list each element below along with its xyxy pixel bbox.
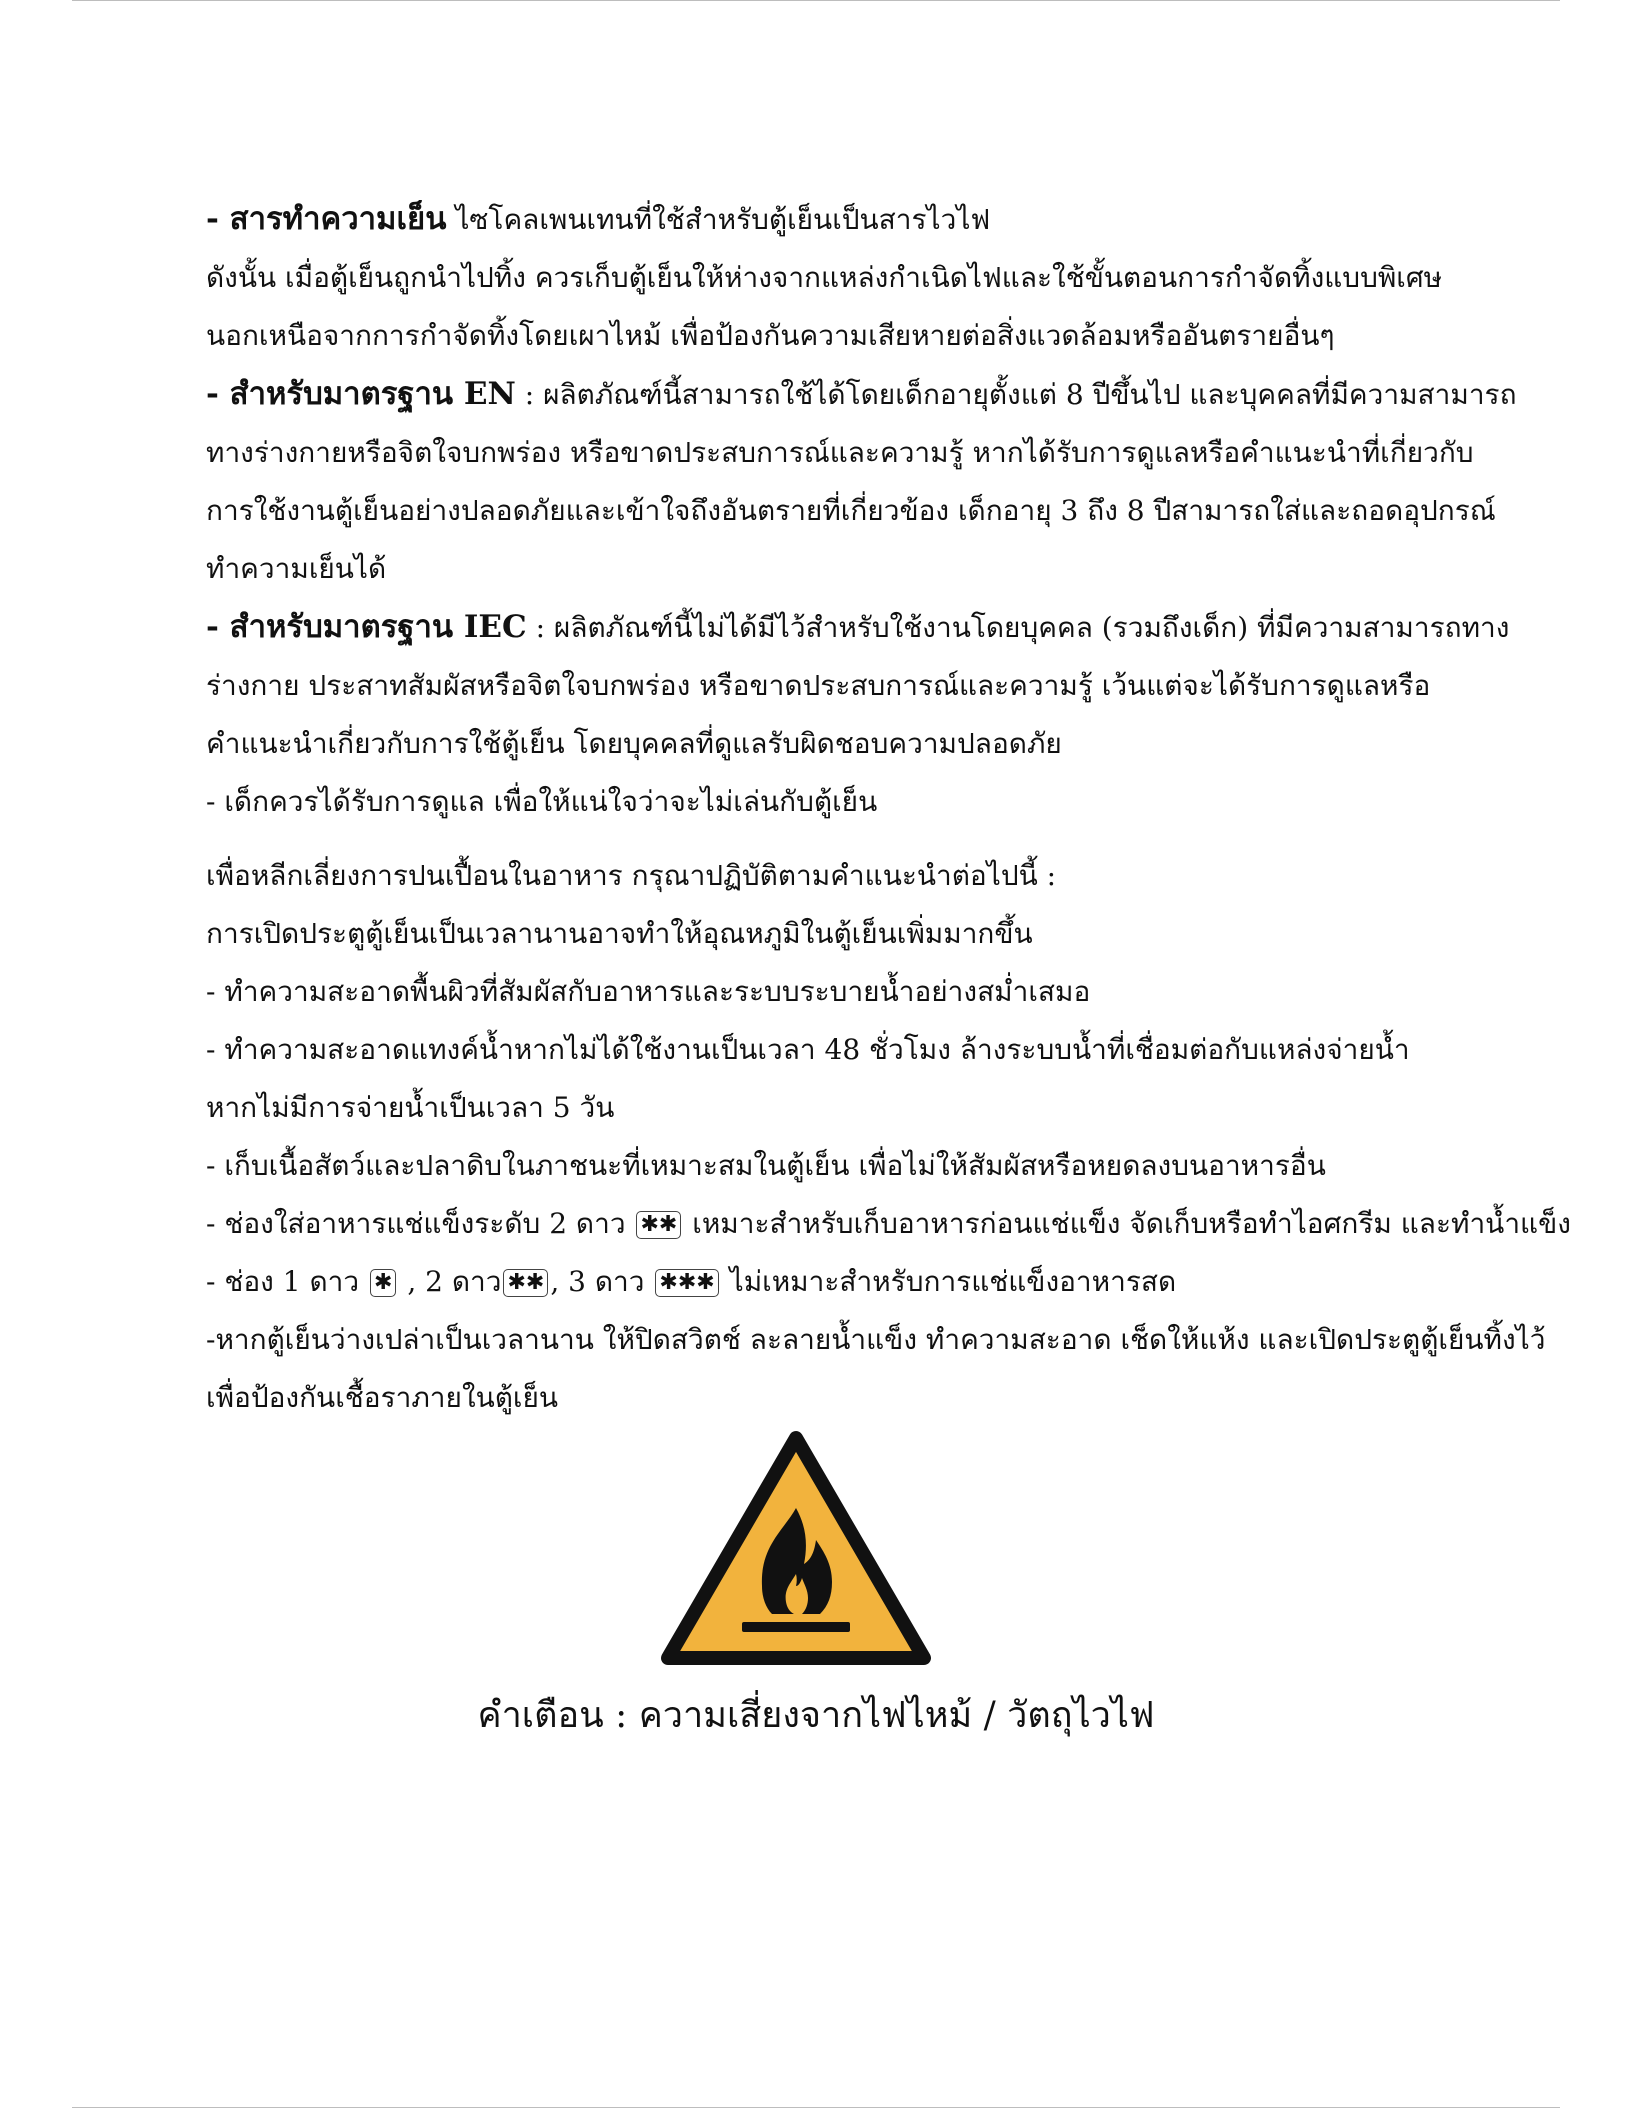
line-text: ทางร่างกายหรือจิตใจบกพร่อง หรือขาดประสบการณ์และความรู้ หากได้รับการดูแลหรือคำแนะนำที่เกี่ยวกับ [206,436,1474,469]
text-line [206,598,1536,657]
line-text: ร่างกาย ประสาทสัมผัสหรือจิตใจบกพร่อง หรือขาดประสบการณ์และความรู้ เว้นแต่จะได้รับการดูแลหรือ [206,669,1431,702]
line-text: ทำความเย็นได้ [206,552,387,585]
top-rule [72,0,1560,1]
closing-line: เพื่อป้องกันเชื้อราภายในตู้เย็น [206,1381,559,1414]
text-line [206,1137,1536,1195]
text-line [206,847,1536,905]
line-text: หากไม่มีการจ่ายน้ำเป็นเวลา 5 วัน [206,1091,615,1124]
text-line [206,249,1536,307]
flammable-warning-icon [656,1426,936,1672]
text-line [206,307,1536,365]
bold-heading: - สำหรับมาตรฐาน IEC [206,609,527,645]
line-text: คำแนะนำเกี่ยวกับการใช้ตู้เย็น โดยบุคคลที่ดูแลรับผิดชอบความปลอดภัย [206,727,1062,760]
line-text: การใช้งานตู้เย็นอย่างปลอดภัยและเข้าใจถึงอันตรายที่เกี่ยวข้อง เด็กอายุ 3 ถึง 8 ปีสามารถใส่และถอดอุปกรณ์ [206,494,1496,527]
text-line [206,657,1536,715]
line-text: - ทำความสะอาดแทงค์น้ำหากไม่ได้ใช้งานเป็นเวลา 48 ชั่วโมง ล้างระบบน้ำที่เชื่อมต่อกับแหล่งจ่ายน้ำ [206,1033,1410,1066]
two-star-icon: ✱✱ [503,1269,548,1297]
line-text: - เก็บเนื้อสัตว์และปลาดิบในภาชนะที่เหมาะสมในตู้เย็น เพื่อไม่ให้สัมผัสหรือหยดลงบนอาหารอื่น [206,1149,1326,1182]
two-star-icon: ✱✱ [636,1211,681,1239]
text-line [206,773,1536,831]
text-line [206,365,1536,424]
star-ratings-line: - ช่อง 1 ดาว ✱ , 2 ดาว ✱✱ , 3 ดาว ✱✱✱ ไม่เหมาะสำหรับการแช่แข็งอาหารสด [206,1265,1177,1298]
line-text: - ทำความสะอาดพื้นผิวที่สัมผัสกับอาหารและระบบระบายน้ำอย่างสม่ำเสมอ [206,975,1091,1008]
text-line [206,905,1536,963]
text-line [206,482,1536,540]
bold-heading: - สำหรับมาตรฐาน EN [206,376,516,412]
text-line [206,1021,1536,1079]
one-star-icon: ✱ [370,1269,396,1297]
text-line [206,1079,1536,1137]
line-text: การเปิดประตูตู้เย็นเป็นเวลานานอาจทำให้อุณหภูมิในตู้เย็นเพิ่มมากขึ้น [206,917,1033,950]
document-body [206,190,1571,1427]
line-text: : ผลิตภัณฑ์นี้ไม่ได้มีไว้สำหรับใช้งานโดยบุคคล (รวมถึงเด็ก) ที่มีความสามารถทาง [526,611,1510,644]
text-line [206,715,1536,773]
line-text: เพื่อหลีกเลี่ยงการปนเปื้อนในอาหาร กรุณาปฏิบัติตามคำแนะนำต่อไปนี้ : [206,859,1057,892]
line-text: ไซโคลเพนเทนที่ใช้สำหรับตู้เย็นเป็นสารไวไฟ [446,203,991,236]
line-text: นอกเหนือจากการกำจัดทิ้งโดยเผาไหม้ เพื่อป้องกันความเสียหายต่อสิ่งแวดล้อมหรืออันตรายอื่นๆ [206,319,1335,352]
text-line [206,963,1536,1021]
closing-line: -หากตู้เย็นว่างเปล่าเป็นเวลานาน ให้ปิดสวิตช์ ละลายน้ำแข็ง ทำความสะอาด เช็ดให้แห้ง และเปิดประตูตู้เย็นทิ้งไว้ [206,1323,1546,1356]
line-text: - เด็กควรได้รับการดูแล เพื่อให้แน่ใจว่าจะไม่เล่นกับตู้เย็น [206,785,878,818]
bold-heading: - สารทำความเย็น [206,201,447,237]
bottom-rule [72,2107,1560,2108]
warning-caption: คำเตือน : ความเสี่ยงจากไฟไหม้ / วัตถุไวไฟ [477,1695,1155,1736]
two-star-compartment-line: - ช่องใส่อาหารแช่แข็งระดับ 2 ดาว ✱✱ เหมาะสำหรับเก็บอาหารก่อนแช่แข็ง จัดเก็บหรือทำไอศกรีม และทำน้ำแข็ง [206,1207,1571,1240]
paragraph-list [206,190,1536,1195]
line-text: : ผลิตภัณฑ์นี้สามารถใช้ได้โดยเด็กอายุตั้งแต่ 8 ปีขึ้นไป และบุคคลที่มีความสามารถ [515,378,1517,411]
text-line [206,540,1536,598]
three-star-icon: ✱✱✱ [655,1269,718,1297]
line-text: ดังนั้น เมื่อตู้เย็นถูกนำไปทิ้ง ควรเก็บตู้เย็นให้ห่างจากแหล่งกำเนิดไฟและใช้ขั้นตอนการกำจัดทิ้งแบบพิเศษ [206,261,1443,294]
text-line [206,190,1536,249]
text-line [206,424,1536,482]
